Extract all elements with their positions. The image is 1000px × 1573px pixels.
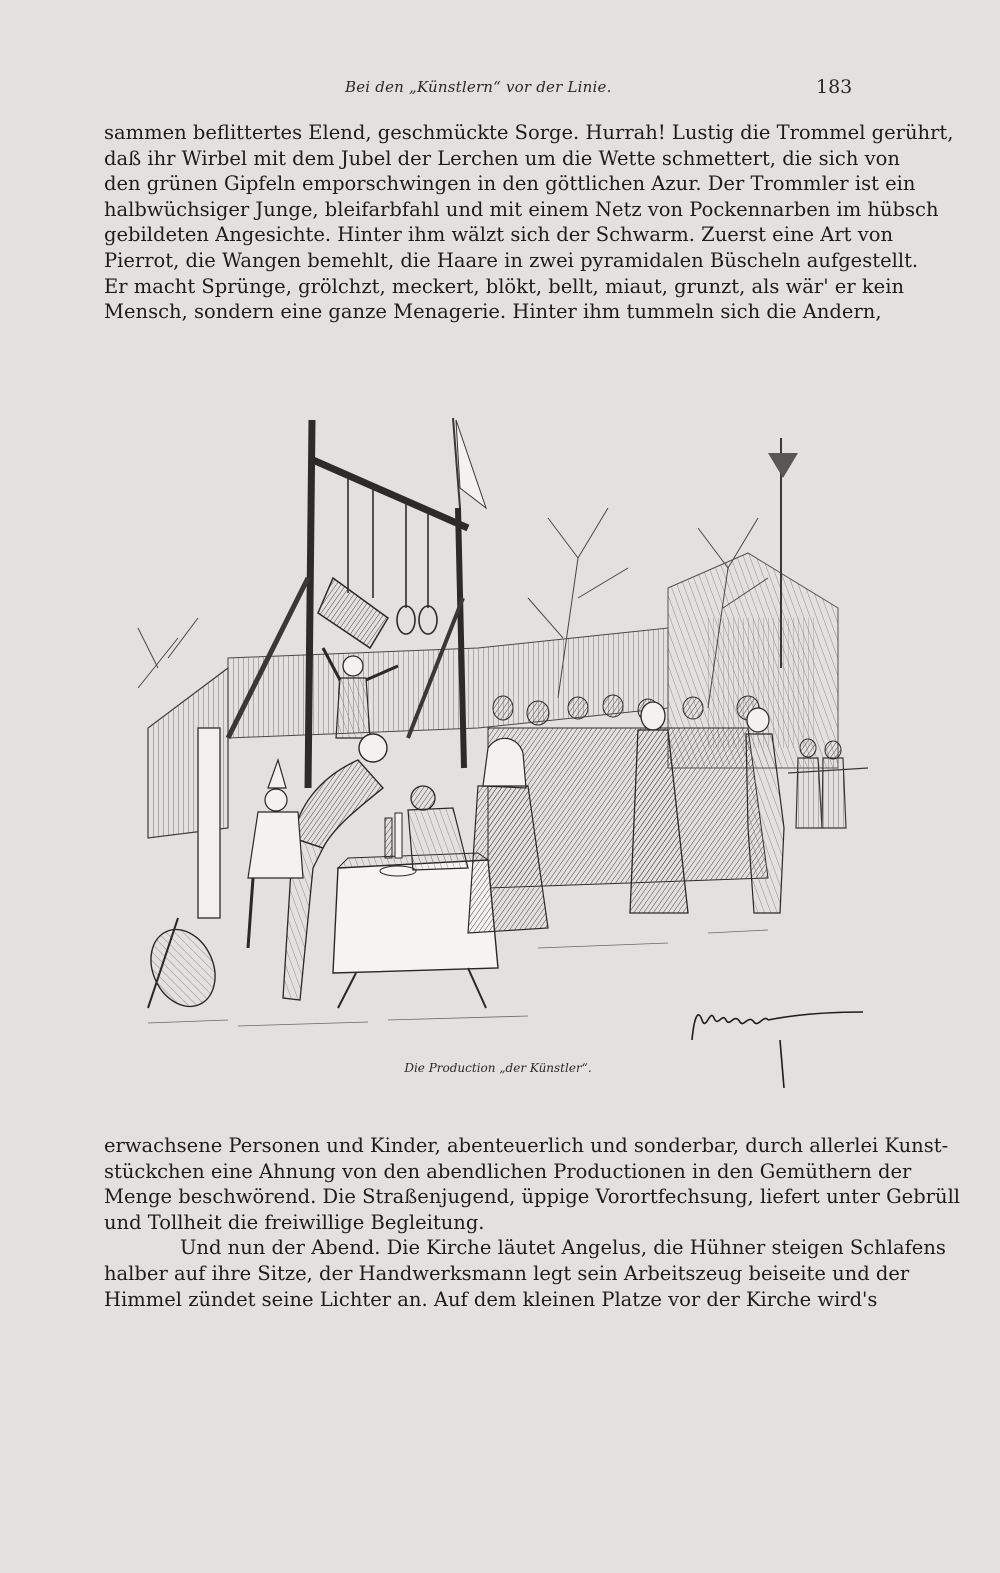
text-line: Pierrot, die Wangen bemehlt, die Haare in zwei pyramidalen Büscheln aufgestellt.: [104, 248, 919, 272]
engraving-illustration: [108, 408, 878, 1048]
text-line: und Tollheit die freiwillige Begleitung.: [104, 1210, 485, 1234]
text-line: Mensch, sondern eine ganze Menagerie. Hinter ihm tummeln sich die Andern,: [104, 300, 882, 324]
text-line: Und nun der Abend. Die Kirche läutet Angelus, die Hühner steigen Schlafens: [180, 1236, 946, 1260]
text-line: den grünen Gipfeln emporschwingen in den göttlichen Azur. Der Trommler ist ein: [104, 172, 916, 196]
text-line: halbwüchsiger Junge, bleifarbfahl und mit einem Netz von Pockennarben im hübsch: [104, 197, 939, 221]
text-line: sammen beflittertes Elend, geschmückte Sorge. Hurrah! Lustig die Trommel gerührt,: [104, 121, 954, 144]
text-line: gebildeten Angesichte. Hinter ihm wälzt sich der Schwarm. Zuerst eine Art von: [104, 223, 894, 247]
text-line: halber auf ihre Sitze, der Handwerksmann legt sein Arbeitszeug beiseite und der: [104, 1261, 910, 1285]
text-line: stückchen eine Ahnung von den abendlichen Productionen in den Gemüthern der: [104, 1159, 912, 1183]
figure-caption: [0, 1061, 1000, 1075]
text-line: daß ihr Wirbel mit dem Jubel der Lerchen um die Wette schmettert, die sich von: [104, 146, 900, 170]
text-line: Himmel zündet seine Lichter an. Auf dem kleinen Platze vor der Kirche wird's: [104, 1287, 878, 1311]
top-paragraph: [104, 120, 954, 325]
bottom-paragraph: [104, 1133, 961, 1312]
figure-caption-text: Die Production „der Künstler“.: [404, 1061, 592, 1075]
running-head: [0, 76, 1000, 100]
artist-signature: [692, 1012, 863, 1088]
page-number: 183: [816, 76, 853, 98]
text-line: erwachsene Personen und Kinder, abenteuerlich und sonderbar, durch allerlei Kunst-: [104, 1134, 949, 1157]
engraving-drawing: [108, 408, 878, 1048]
running-title: Bei den „Künstlern“ vor der Linie.: [345, 78, 612, 96]
text-line: Menge beschwörend. Die Straßenjugend, üppige Vorortfechsung, liefert unter Gebrüll: [104, 1185, 961, 1209]
text-line: Er macht Sprünge, grölchzt, meckert, blökt, bellt, miaut, grunzt, als wär' er kein: [104, 274, 905, 298]
